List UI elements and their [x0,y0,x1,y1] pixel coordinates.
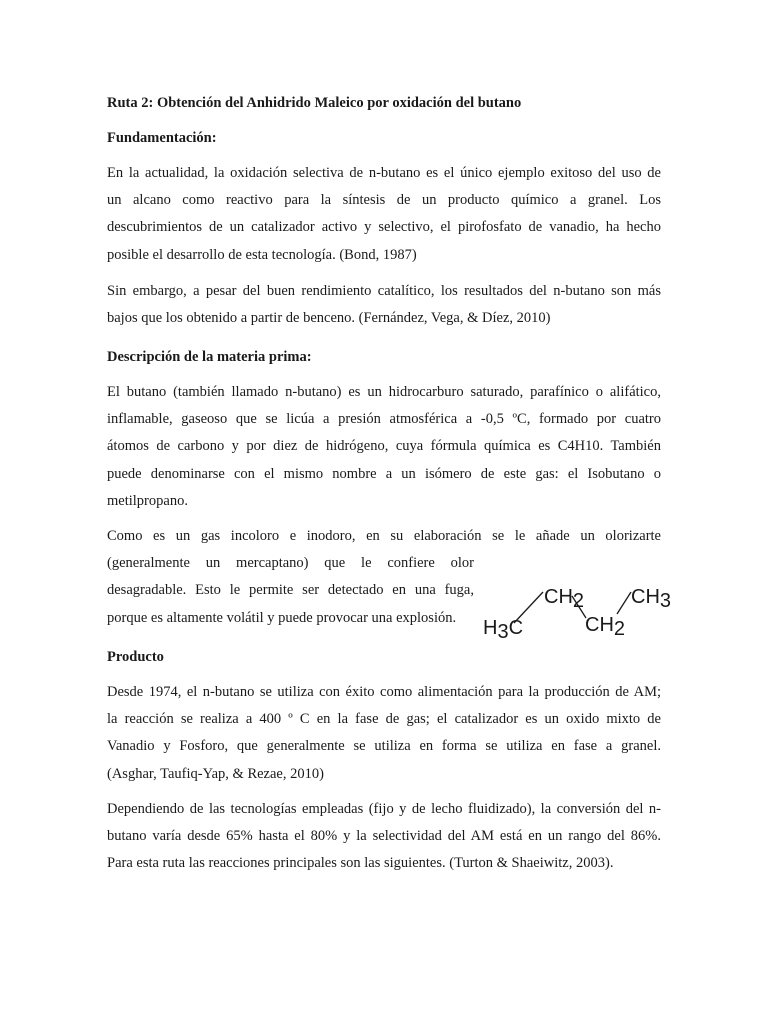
group-h3c: H3C [483,617,524,643]
paragraph-fundamentacion-1 [107,160,661,269]
text-line: El butano (también llamado n-butano) es un hidrocarburo saturado, parafínico o alifático, [107,384,661,400]
group-ch3: CH3 [631,586,672,612]
paragraph-fundamentacion-2 [107,278,661,332]
text-line: Para esta ruta las reacciones principales son las siguientes. (Turton & Shaeiwitz, 2003). [107,855,614,872]
group-ch2-upper: CH2 [544,586,585,612]
document-title: Ruta 2: Obtención del Anhidrido Maleico por oxidación del butano [107,95,522,111]
section-heading-materia-prima: Descripción de la materia prima: [107,349,312,365]
text-line: Dependiendo de las tecnologías empleadas (fijo y de lecho fluidizado), la conversión del n- [107,801,661,817]
text-line: puede denominarse con el mismo nombre a un isómero de este gas: el Isobutano o [107,465,661,482]
text-line: (generalmente un mercaptano) que le confiere olor [107,555,474,572]
text-line: bajos que los obtenido a partir de benceno. (Fernández, Vega, & Díez, 2010) [107,310,551,327]
bond-line [617,592,631,614]
text-line: la reacción se realiza a 400 º C en la fase de gas; el catalizador es un oxido mixto de [107,711,661,728]
text-line: porque es altamente volátil y puede provocar una explosión. [107,609,457,626]
text-line: Desde 1974, el n-butano se utiliza con éxito como alimentación para la producción de AM; [107,684,661,700]
text-line: átomos de carbono y por diez de hidrógeno, cuya fórmula química es C4H10. También [107,438,661,455]
text-line: posible el desarrollo de esta tecnología. (Bond, 1987) [107,246,417,263]
paragraph-producto-1 [107,679,661,788]
paragraph-materia-prima-1 [107,379,661,515]
text-line: (Asghar, Taufiq-Yap, & Rezae, 2010) [107,765,324,782]
text-line: descubrimientos de un catalizador activo y selectivo, el pirofosfato de vanadio, ha hecho [107,219,661,236]
text-line: En la actualidad, la oxidación selectiva de n-butano es el único ejemplo exitoso del uso de [107,165,661,181]
text-line: un alcano como reactivo para la síntesis de un producto químico a granel. Los [107,192,661,209]
text-line: metilpropano. [107,492,188,509]
text-line: inflamable, gaseoso que se licúa a presión atmosférica a -0,5 ºC, formado por cuatro [107,411,661,428]
text-line: Como es un gas incoloro e inodoro, en su elaboración se le añade un olorizarte [107,528,661,544]
section-heading-fundamentacion: Fundamentación: [107,130,217,146]
paragraph-producto-2 [107,796,661,878]
text-line: desagradable. Esto le permite ser detectado en una fuga, [107,582,474,599]
section-heading-producto: Producto [107,649,164,665]
text-line: Sin embargo, a pesar del buen rendimiento catalítico, los resultados del n-butano son más [107,283,661,299]
text-line: butano varía desde 65% hasta el 80% y la selectividad del AM está en un rango del 86%. [107,828,661,845]
text-line: Vanadio y Fosforo, que generalmente se utiliza en forma se utiliza en fase a granel. [107,738,661,755]
group-ch2-lower: CH2 [585,614,626,640]
butane-structure-diagram [481,578,672,643]
